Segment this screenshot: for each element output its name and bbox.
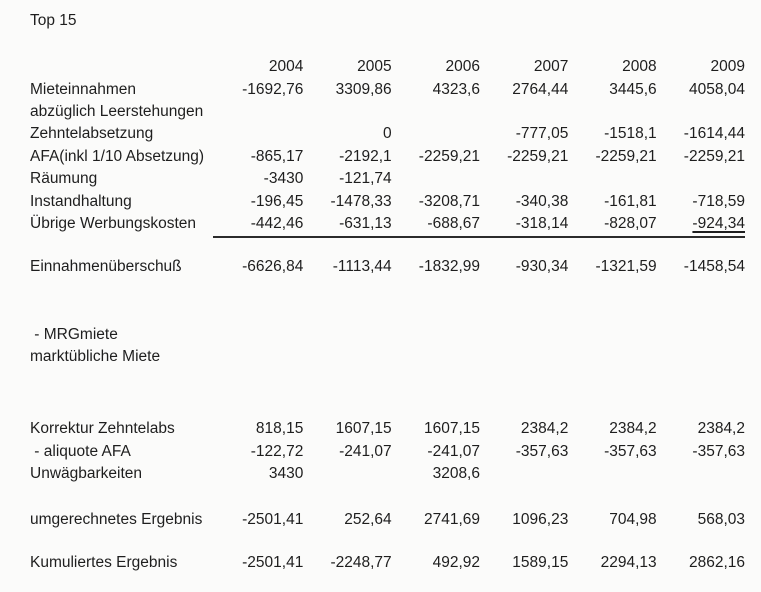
cell-value: 1589,15 xyxy=(512,554,569,572)
cell-value: 2384,2 xyxy=(520,420,569,438)
cell-value: 4058,04 xyxy=(688,80,745,98)
note-rows-section xyxy=(30,324,745,369)
expense-rows-section xyxy=(30,78,745,235)
cell-value: 3430 xyxy=(268,465,304,483)
cell-value: 2384,2 xyxy=(697,420,745,438)
cell-value: -318,14 xyxy=(515,214,569,232)
cell-value: -340,38 xyxy=(515,192,569,210)
row-label: Mieteinnahmen xyxy=(30,80,136,98)
table-row xyxy=(30,146,745,168)
cell-value: -1692,76 xyxy=(242,80,304,98)
cell-value: -3430 xyxy=(263,170,304,188)
cell-value: -121,74 xyxy=(339,170,392,188)
cell-value: -2259,21 xyxy=(683,147,745,165)
row-label: Zehntelabsetzung xyxy=(30,125,154,143)
cell-value: 1096,23 xyxy=(512,510,569,528)
cell-value: -161,81 xyxy=(604,192,657,210)
page-title: Top 15 xyxy=(30,12,77,29)
row-label: Räumung xyxy=(30,170,98,188)
cell-value: 2009 xyxy=(710,58,745,76)
cell-value: -3208,71 xyxy=(418,192,480,210)
table-row xyxy=(30,213,745,235)
cell-value: 3309,86 xyxy=(335,80,392,98)
table-row xyxy=(30,508,745,530)
converted-row-section xyxy=(30,508,745,530)
cell-value: -1321,59 xyxy=(595,258,657,276)
cell-value: -718,59 xyxy=(692,192,745,210)
cell-value: -777,05 xyxy=(515,125,569,143)
table-row xyxy=(30,123,745,145)
cell-value: -2192,1 xyxy=(339,147,392,165)
cell-value: 1607,15 xyxy=(423,420,480,438)
table-row xyxy=(30,552,745,574)
cell-value: -241,07 xyxy=(339,442,392,460)
table-row xyxy=(30,168,745,190)
cell-value: 2008 xyxy=(622,58,657,76)
cell-value: 4323,6 xyxy=(432,80,480,98)
cumulative-row-section xyxy=(30,552,745,574)
year-header-row xyxy=(30,56,745,78)
correction-rows-section xyxy=(30,418,745,485)
cell-value: -1113,44 xyxy=(332,258,392,276)
cell-value: -1518,1 xyxy=(604,125,657,143)
row-label: Übrige Werbungskosten xyxy=(30,214,196,232)
cell-value: -196,45 xyxy=(250,192,304,210)
cell-value: -2248,77 xyxy=(330,554,392,572)
cell-value: 2741,69 xyxy=(423,510,480,528)
cell-value: -1614,44 xyxy=(683,125,745,143)
cell-value: -241,07 xyxy=(427,442,480,460)
cell-value: 3445,6 xyxy=(609,80,657,98)
table-row xyxy=(30,324,745,346)
cell-value: -688,67 xyxy=(427,214,480,232)
row-label: umgerechnetes Ergebnis xyxy=(30,510,203,528)
cell-value: -357,63 xyxy=(604,442,657,460)
row-label: Instandhaltung xyxy=(30,192,132,210)
cell-value: -6626,84 xyxy=(242,258,304,276)
table-row xyxy=(30,190,745,212)
row-label: - aliquote AFA xyxy=(30,442,131,460)
cell-value: -122,72 xyxy=(250,442,304,460)
cell-value: -865,17 xyxy=(250,147,304,165)
cell-value: 568,03 xyxy=(697,510,745,528)
row-label: - MRGmiete xyxy=(30,325,118,343)
cell-value: 704,98 xyxy=(609,510,657,528)
cell-value: -357,63 xyxy=(515,442,569,460)
cell-value: -828,07 xyxy=(604,214,657,232)
row-label: Einnahmenüberschuß xyxy=(30,258,182,276)
cell-value: -2501,41 xyxy=(242,554,304,572)
row-label: abzüglich Leerstehungen xyxy=(30,102,204,120)
table-row xyxy=(30,346,745,368)
year-header-section xyxy=(30,56,745,78)
cell-value: -930,34 xyxy=(515,258,569,276)
cell-value: -1832,99 xyxy=(418,258,480,276)
cell-value: 1607,15 xyxy=(335,420,392,438)
cell-value: -924,34 xyxy=(692,214,745,232)
cell-value: 2862,16 xyxy=(688,554,745,572)
cell-value: 2294,13 xyxy=(600,554,657,572)
cell-value: 0 xyxy=(383,125,392,143)
row-label: marktübliche Miete xyxy=(30,348,161,366)
cell-value: -1478,33 xyxy=(330,192,392,210)
cell-value: -2259,21 xyxy=(418,147,480,165)
cell-value: 818,15 xyxy=(255,420,304,438)
cell-value: 2384,2 xyxy=(609,420,657,438)
surplus-row-section xyxy=(30,256,745,278)
cell-value: -2259,21 xyxy=(507,147,569,165)
cell-value: -357,63 xyxy=(692,442,745,460)
cell-value: 252,64 xyxy=(344,510,392,528)
row-label: AFA(inkl 1/10 Absetzung) xyxy=(30,147,205,165)
row-label: Unwägbarkeiten xyxy=(30,465,143,483)
cell-value: 2764,44 xyxy=(512,80,569,98)
cell-value: -442,46 xyxy=(250,214,304,232)
row-label: Kumuliertes Ergebnis xyxy=(30,554,178,572)
cell-value: 2004 xyxy=(268,58,304,76)
cell-value: 2007 xyxy=(533,58,569,76)
cell-value: -2259,21 xyxy=(595,147,657,165)
table-row xyxy=(30,441,745,463)
cell-value: -631,13 xyxy=(339,214,392,232)
cell-value: 492,92 xyxy=(432,554,480,572)
cell-value: 2005 xyxy=(357,58,392,76)
table-row xyxy=(30,418,745,440)
table-row xyxy=(30,463,745,485)
table-row xyxy=(30,256,745,278)
cell-value: -1458,54 xyxy=(683,258,745,276)
row-label: Korrektur Zehntelabs xyxy=(30,420,175,438)
cell-value: 2006 xyxy=(445,58,480,76)
table-row xyxy=(30,78,745,100)
cell-value: 3208,6 xyxy=(432,465,480,483)
table-row xyxy=(30,101,745,123)
cell-value: -2501,41 xyxy=(242,510,304,528)
